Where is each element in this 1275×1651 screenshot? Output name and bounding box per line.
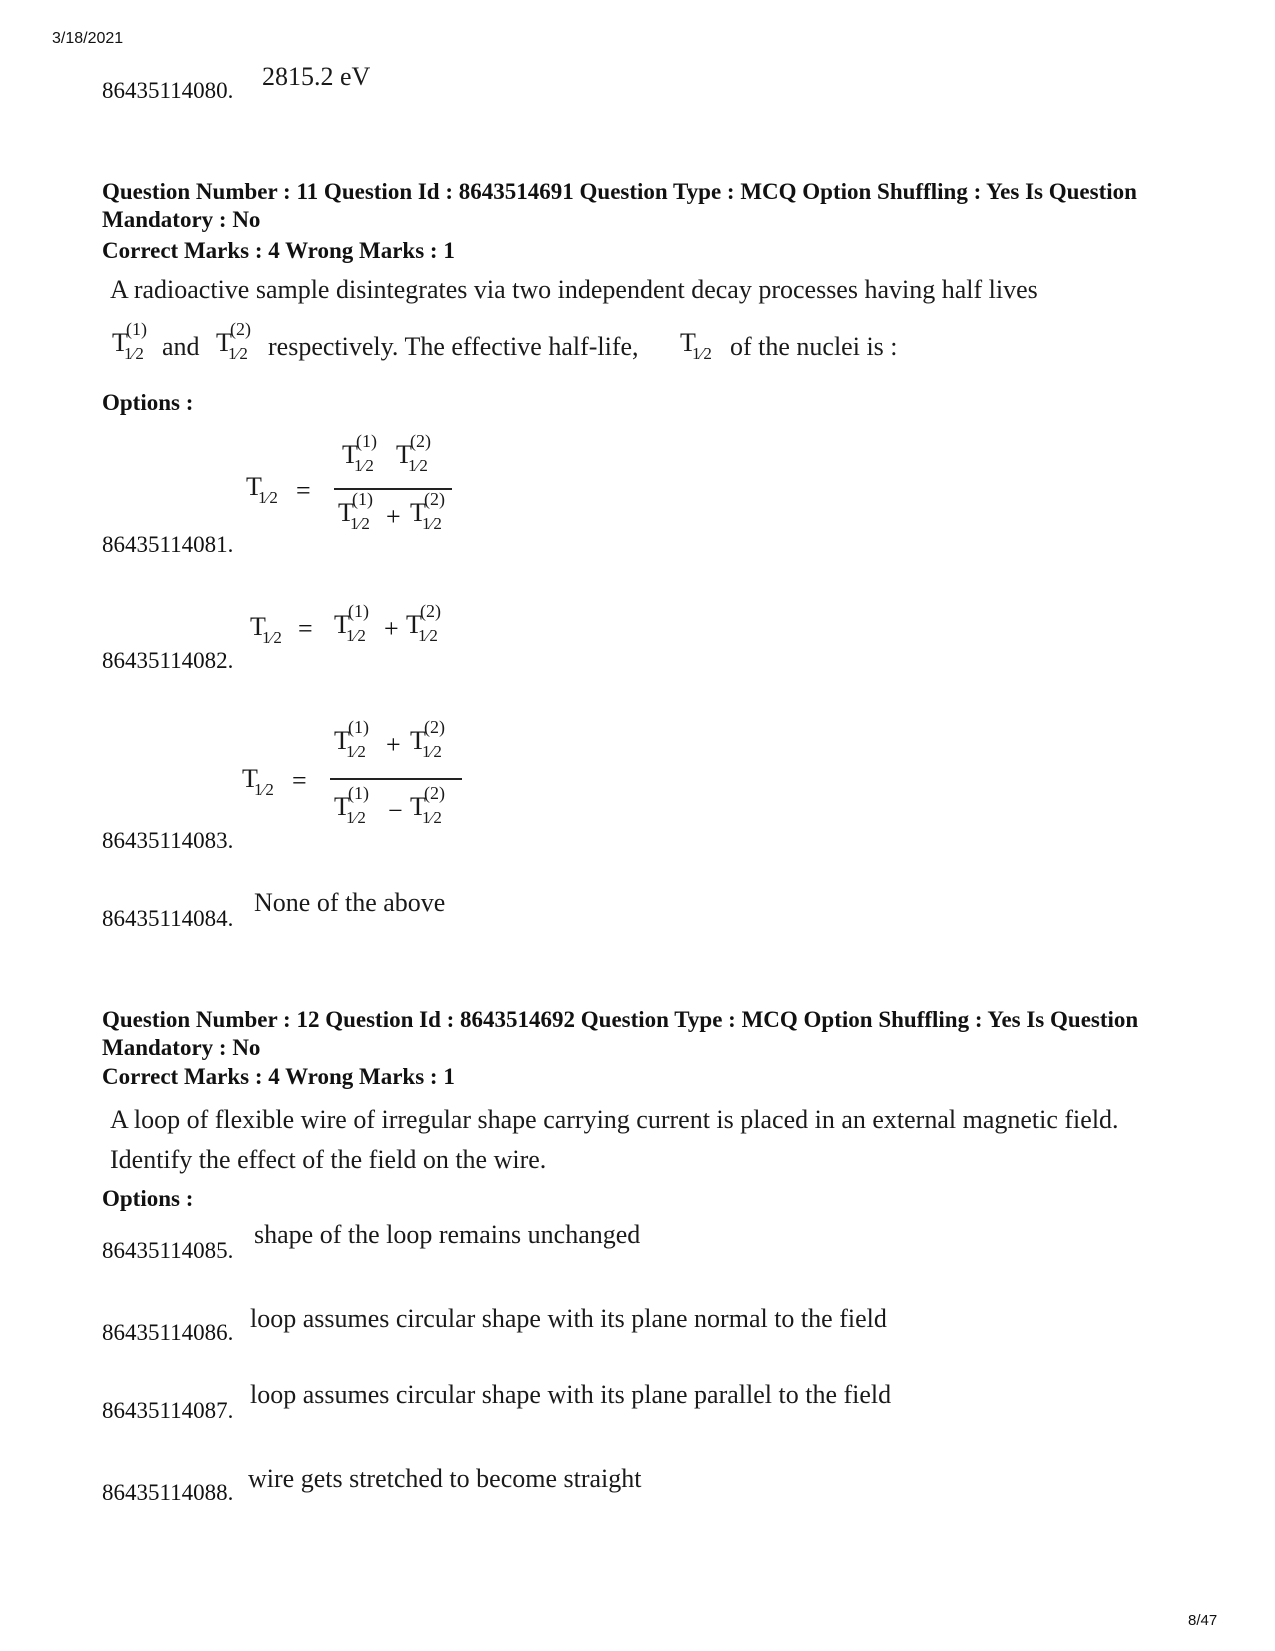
option-id: 86435114080.: [102, 78, 234, 103]
option-id: 86435114084.: [102, 906, 234, 931]
option-id: 86435114087.: [102, 1398, 234, 1423]
page-number: 8/47: [1188, 1612, 1218, 1629]
text-and: and: [162, 332, 200, 361]
print-date: 3/18/2021: [52, 30, 124, 47]
question-11-header: Question Number : 11 Question Id : 8643514691 Question Type : MCQ Option Shuffling : Yes Is Question Mandatory : No: [102, 179, 1137, 232]
effective-half-life-symbol: T 1⁄2: [680, 328, 712, 363]
option-id: 86435114088.: [102, 1480, 234, 1505]
option-text: loop assumes circular shape with its plane normal to the field: [250, 1304, 887, 1333]
option-id: 86435114085.: [102, 1238, 234, 1263]
option-id: 86435114081.: [102, 532, 234, 557]
option-text: None of the above: [254, 888, 446, 917]
question-12-header: Question Number : 12 Question Id : 8643514692 Question Type : MCQ Option Shuffling : Yes Is Question Mandatory : No: [102, 1007, 1139, 1060]
question-11-options-label: Options :: [102, 390, 194, 415]
question-12-options-label: Options :: [102, 1186, 194, 1211]
question-12-text: A loop of flexible wire of irregular shape carrying current is placed in an external magnetic field. Identify the effect of the field on the wire.: [110, 1105, 1119, 1174]
option-id: 86435114086.: [102, 1320, 234, 1345]
option-text: wire gets stretched to become straight: [248, 1464, 642, 1493]
option-text: shape of the loop remains unchanged: [254, 1220, 641, 1249]
text-end: of the nuclei is :: [730, 332, 898, 361]
option-text: 2815.2 eV: [262, 62, 371, 91]
half-life-2-symbol: T (2) 1⁄2: [216, 319, 251, 363]
question-11-text-line1: A radioactive sample disintegrates via two independent decay processes having half lives: [110, 275, 1038, 304]
question-11-marks: Correct Marks : 4 Wrong Marks : 1: [102, 238, 455, 263]
option-id: 86435114083.: [102, 828, 234, 853]
half-life-1-symbol: T (1) 1⁄2: [112, 319, 147, 363]
option-text: loop assumes circular shape with its plane parallel to the field: [250, 1380, 892, 1409]
option-id: 86435114082.: [102, 648, 234, 673]
text-middle: respectively. The effective half-life,: [268, 332, 639, 361]
question-12-marks: Correct Marks : 4 Wrong Marks : 1: [102, 1064, 455, 1089]
